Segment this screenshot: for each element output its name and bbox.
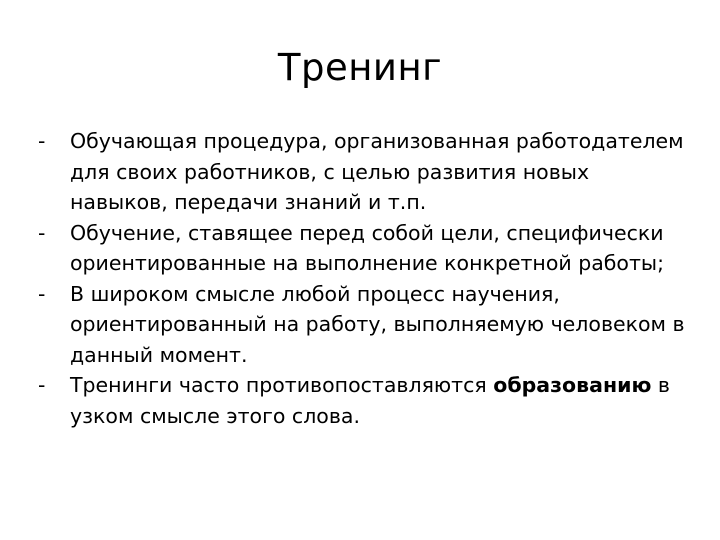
bullet-text-before: Тренинги часто противопоставляются (70, 373, 494, 397)
slide-title: Тренинг (277, 46, 443, 89)
bullet-item (38, 279, 688, 371)
bullet-text (70, 370, 688, 431)
bullet-marker: - (38, 129, 46, 153)
bullet-item (38, 218, 688, 279)
bullet-item (38, 126, 688, 218)
bullet-text: Обучение, ставящее перед собой цели, специфически ориентированные на выполнение конкретной работы; (70, 220, 664, 275)
bullet-list (38, 126, 688, 431)
bullet-text: Обучающая процедура, организованная работодателем для своих работников, с целью развития новых навыков, передачи знаний и т.п. (70, 129, 684, 214)
bullet-item (38, 370, 688, 431)
bullet-marker: - (38, 220, 46, 245)
bullet-text: В широком смысле любой процесс научения, ориентированный на работу, выполняемую человеком в данный момент. (70, 281, 685, 367)
bullet-text-emphasis: образованию (493, 373, 652, 397)
bullet-marker: - (38, 373, 46, 397)
bullet-marker: - (38, 281, 46, 306)
bullet-text-after: в узком смысле этого слова. (70, 373, 671, 428)
